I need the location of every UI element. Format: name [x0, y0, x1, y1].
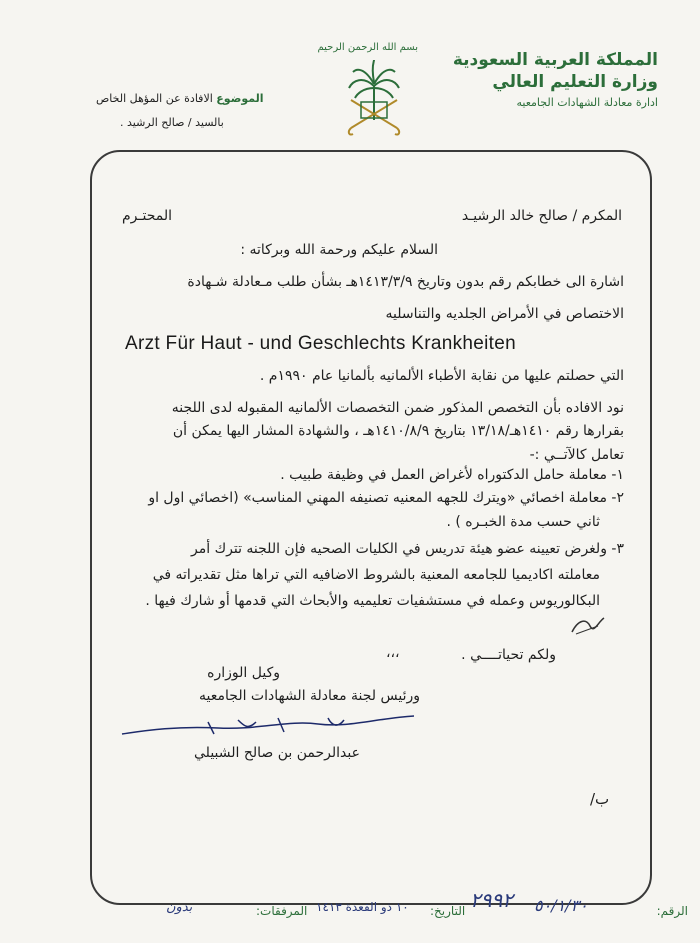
subject-value: الافادة عن المؤهل الخاص	[96, 92, 213, 105]
number-label: الرقم:	[656, 904, 688, 918]
list-item-3: ٣- ولغرض تعيينه عضو هيئة تدريس في الكليات الصحيه فإن اللجنه تترك أمر	[191, 541, 624, 557]
saudi-emblem-icon	[343, 58, 405, 140]
list-item-1: ١- معاملة حامل الدكتوراه لأغراض العمل في وظيفة طبيب .	[280, 467, 624, 483]
obtained-line: التي حصلتم عليها من نقابة الأطباء الألمانيه بألمانيا عام ١٩٩٠م .	[259, 368, 624, 384]
ministry-name: وزارة التعليم العالي	[492, 72, 658, 92]
signatory-name: عبدالرحمن بن صالح الشبيلي	[194, 745, 360, 761]
closing-mark: ،،،	[386, 645, 400, 661]
deputy-title: وكيل الوزاره	[207, 665, 280, 681]
addressee-line: بالسيد / صالح الرشيد .	[120, 116, 224, 129]
department-name: ادارة معادلة الشهادات الجامعيه	[516, 96, 658, 109]
attachments-value: بدون	[166, 900, 193, 915]
paragraph-line-1: نود الافاده بأن التخصص المذكور ضمن التخصصات الألمانيه المقبوله لدى اللجنه	[171, 400, 624, 416]
salutation: السلام عليكم ورحمة الله وبركاته :	[240, 242, 438, 258]
greeting-title: المحتـرم	[122, 208, 173, 224]
initials-signature-icon	[568, 612, 608, 638]
specialization-line: الاختصاص في الأمراض الجلديه والتناسليه	[385, 306, 624, 322]
kingdom-name: المملكة العربية السعودية	[452, 50, 658, 70]
list-item-3-continued: معاملته اكاديميا للجامعه المعنية بالشروط الاضافيه التي تراها مثل تقديراته في	[152, 567, 600, 583]
date-label: التاريخ:	[430, 904, 466, 918]
subject-label: الموضوع	[216, 92, 264, 105]
page-marker: ب/	[590, 790, 610, 808]
list-item-3-final: البكالوريوس وعمله في مستشفيات تعليميه والأبحاث التي قدمها أو شارك فيها .	[145, 593, 600, 609]
number-value: ٥٠/١/٣٠	[534, 896, 588, 915]
list-item-2: ٢- معاملة اخصائي «ويترك للجهه المعنيه تصنيفه المهني المناسب» (اخصائي اول او	[148, 490, 624, 506]
german-degree-title: Arzt Für Haut - und Geschlechts Krankheiten	[125, 333, 516, 354]
reference-line: اشارة الى خطابكم رقم بدون وتاريخ ١٤١٣/٣/٩هـ بشأن طلب مـعادلة شـهادة	[187, 274, 624, 290]
list-item-2-continued: ثاني حسب مدة الخبـره ) .	[446, 514, 600, 530]
closing-line: ولكم تحياتــــي .	[461, 647, 556, 663]
number-extra: ٢٩٩٢	[470, 888, 513, 912]
date-value: ١٠ ذو القعدة ١٤١٣	[316, 900, 409, 914]
greeting-name: المكرم / صالح خالد الرشيـد	[461, 208, 622, 224]
chairman-title: ورئيس لجنة معادلة الشهادات الجامعيه	[199, 688, 420, 704]
attachments-label: المرفقات:	[256, 904, 308, 918]
paragraph-line-3: تعامل كالآتــي :-	[529, 447, 624, 463]
handwritten-signature-icon	[118, 712, 418, 742]
basmala: بسم الله الرحمن الرحيم	[317, 42, 418, 53]
subject-line	[96, 92, 264, 105]
paragraph-line-2: بقرارها رقم ١٤١٠هـ/١٣/١٨ بتاريخ ١٤١٠/٨/٩هـ ، والشهادة المشار اليها يمكن أن	[172, 423, 624, 439]
